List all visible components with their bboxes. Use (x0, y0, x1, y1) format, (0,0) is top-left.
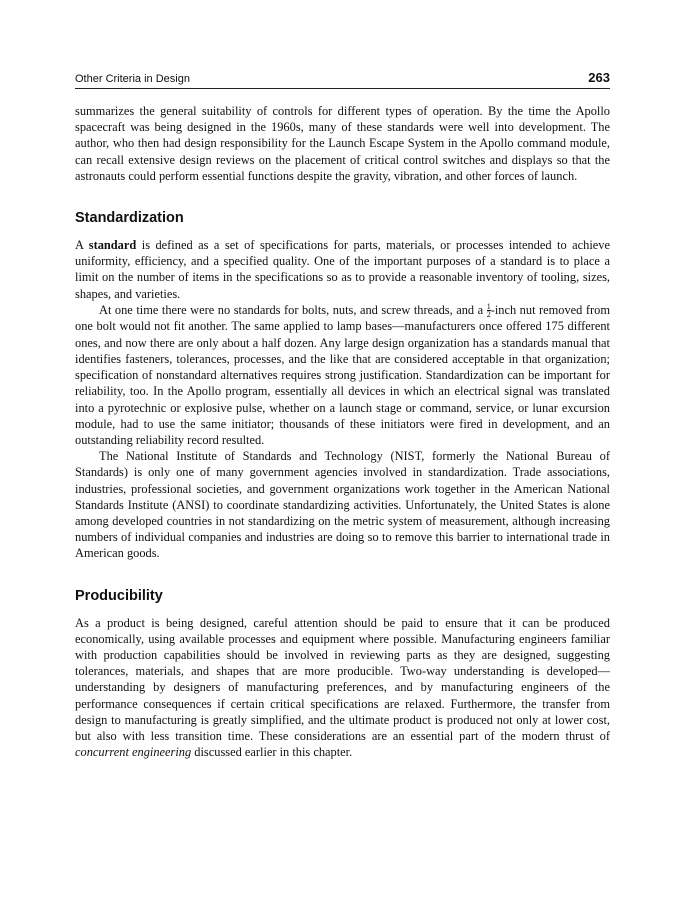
intro-paragraph: summarizes the general suitability of controls for different types of operation. By the time the Apollo spacecraft was being designed in the 1960s, many of these standards were well into development. The author, who then had design responsibility for the Launch Escape System in the Apollo command module, can recall extensive design reviews on the placement of critical control switches and displays so that the astronauts could perform essential functions despite the gravity, vibration, and other forces of launch. (75, 104, 610, 183)
running-header (75, 70, 610, 89)
text-run: At one time there were no standards for bolts, nuts, and screw threads, and a (99, 302, 487, 317)
standardization-paragraph-3: The National Institute of Standards and Technology (NIST, formerly the National Bureau of Standards) is only one of many government agencies involved in standardization. Trade associations, industries, professional societies, and government organizations work together in the American National Standards Institute (ANSI) to coordinate standardizing activities. Unfortunately, the United States is alone among developed countries in not standardizing on the metric system of measurement, although increasing numbers of individual companies and industries are doing so to remove this barrier to international trade in American goods. (75, 449, 610, 561)
term-concurrent-engineering: concurrent engineering (75, 745, 192, 760)
standardization-paragraph-2 (75, 302, 610, 448)
text-run: As a product is being designed, careful attention should be paid to ensure that it can be produced economically, using available processes and equipment where possible. Manufacturing engineers familiar with production capabilities should be involved in reviewing parts as they are designed, suggesting tolerances, materials, and shapes that are more producible. Two-way understanding is developed—understanding by designers of manufacturing preferences, and by manufacturing engineers of the performance consequences if certain critical specifications are relaxed. Furthermore, the transfer from design to manufacturing is greatly simplified, and the ultimate product is produced not only at lower cost, but also with less transition time. These considerations are an essential part of the modern thrust of (75, 615, 610, 743)
section-heading-standardization: Standardization (75, 210, 184, 227)
book-page (75, 70, 610, 760)
page-number: 263 (588, 70, 610, 85)
defined-term-standard: standard (88, 238, 137, 253)
running-title: Other Criteria in Design (75, 73, 190, 85)
text-run: is defined as a set of specifications for parts, materials, or processes intended to achieve uniformity, efficiency, and a specified quality. One of the important purposes of a standard is to place a limit on the number of items in the specifications so as to provide a reasonable inventory of tooling, sizes, shapes, and varieties. (75, 238, 610, 301)
standardization-paragraph-1 (75, 237, 610, 302)
text-run: -inch nut removed from one bolt would not fit another. The same applied to lamp bases—manufacturers once offered 175 different ones, and now there are only about a half dozen. Any large design organization has a standards manual that identifies fasteners, tolerances, processes, and the like that are considered acceptable in that organization; specification of nonstandard alternatives requires strong justification. Standardization can be important for reliability, too. In the Apollo program, essentially all devices in which an electrical signal was translated into a pyrotechnic or explosive pulse, whether on a launch stage or command, service, or lunar excursion module, had to use the same initiator; thousands of these initiators were fired in development, and an outstanding reliability record resulted. (75, 302, 610, 447)
text-run: A (75, 238, 89, 253)
producibility-paragraph-1 (75, 615, 610, 761)
section-heading-producibility: Producibility (75, 587, 163, 604)
fraction-denominator: 2 (486, 310, 491, 320)
fraction-numerator: 1 (486, 302, 491, 312)
text-run: discussed earlier in this chapter. (191, 745, 353, 760)
